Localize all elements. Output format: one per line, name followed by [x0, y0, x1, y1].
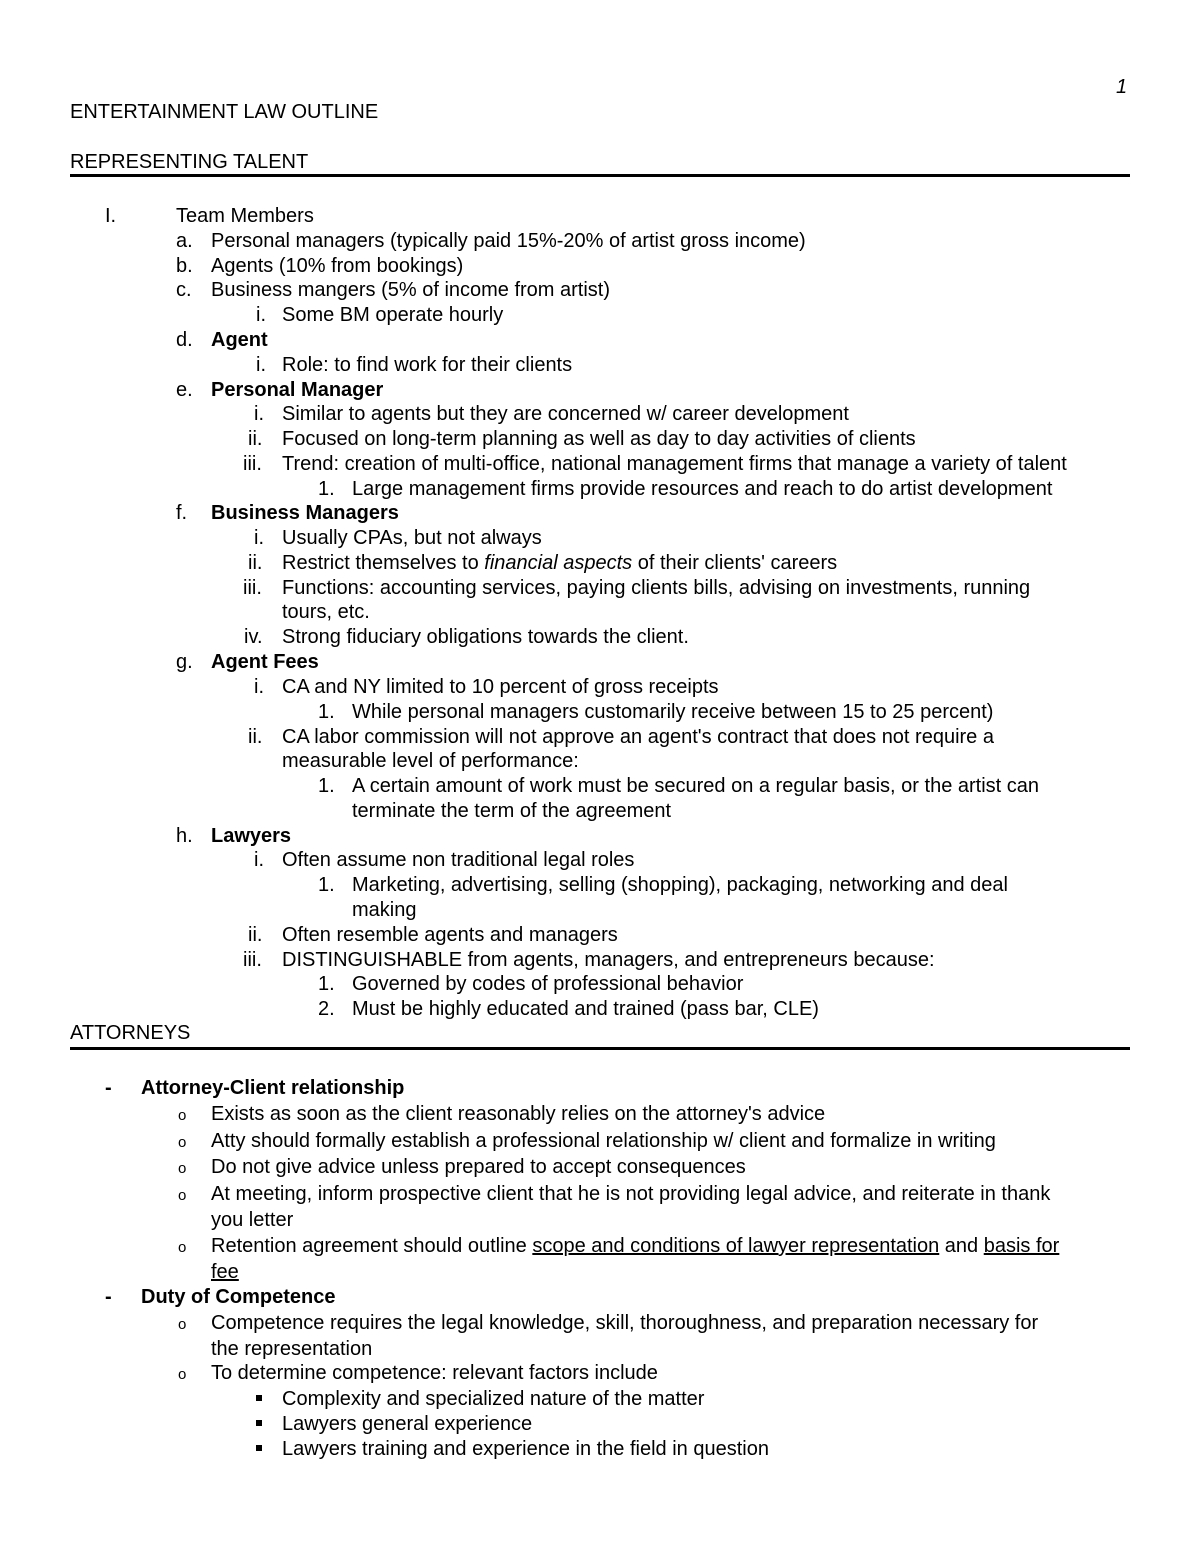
outline-marker: 1. — [318, 973, 335, 995]
sub-bullet-item: Lawyers general experience — [282, 1413, 533, 1435]
square-bullet-icon — [256, 1420, 262, 1426]
outline-marker: ii. — [248, 726, 263, 748]
outline-marker: i. — [254, 403, 264, 425]
sub-bullet-item: Lawyers training and experience in the field in question — [282, 1438, 769, 1460]
dash-bullet: - — [105, 1286, 112, 1308]
outline-item: Must be highly educated and trained (pass bar, CLE) — [352, 998, 819, 1020]
outline-heading-agent: Agent — [211, 329, 268, 351]
outline-marker: 1. — [318, 478, 335, 500]
outline-item-team-members: Team Members — [176, 205, 314, 227]
outline-marker: 2. — [318, 998, 335, 1020]
outline-marker: c. — [176, 279, 192, 301]
outline-marker: iii. — [243, 577, 262, 599]
outline-marker: I. — [105, 205, 117, 227]
o-bullet: o — [178, 1316, 187, 1333]
outline-item: Governed by codes of professional behavior — [352, 973, 744, 995]
outline-item: CA labor commission will not approve an agent's contract that does not require a — [282, 726, 994, 748]
bullet-item: At meeting, inform prospective client that he is not providing legal advice, and reiterate in thank — [211, 1183, 1051, 1205]
outline-item: Focused on long-term planning as well as day to day activities of clients — [282, 428, 916, 450]
section-heading-representing-talent: REPRESENTING TALENT — [70, 151, 309, 173]
outline-marker: i. — [254, 849, 264, 871]
bullet-item: Competence requires the legal knowledge, skill, thoroughness, and preparation necessary for — [211, 1312, 1039, 1334]
bullet-item: Do not give advice unless prepared to accept consequences — [211, 1156, 746, 1178]
document-title: ENTERTAINMENT LAW OUTLINE — [70, 101, 379, 123]
outline-item: Some BM operate hourly — [282, 304, 504, 326]
outline-marker: 1. — [318, 874, 335, 896]
outline-item: Personal managers (typically paid 15%-20% of artist gross income) — [211, 230, 806, 252]
outline-marker: ii. — [248, 428, 263, 450]
o-bullet: o — [178, 1134, 187, 1151]
outline-item-continuation: making — [352, 899, 417, 921]
outline-marker: i. — [254, 676, 264, 698]
outline-item-continuation: measurable level of performance: — [282, 750, 579, 772]
section-rule — [70, 174, 1130, 177]
outline-marker: ii. — [248, 924, 263, 946]
section-rule — [70, 1047, 1130, 1050]
outline-item: Usually CPAs, but not always — [282, 527, 542, 549]
outline-item: Strong fiduciary obligations towards the client. — [282, 626, 689, 648]
o-bullet: o — [178, 1160, 187, 1177]
outline-item-continuation: terminate the term of the agreement — [352, 800, 672, 822]
outline-item: Agents (10% from bookings) — [211, 255, 464, 277]
outline-marker: 1. — [318, 775, 335, 797]
outline-item: Functions: accounting services, paying clients bills, advising on investments, running — [282, 577, 1031, 599]
outline-item: CA and NY limited to 10 percent of gross receipts — [282, 676, 719, 698]
outline-item: Business mangers (5% of income from artist) — [211, 279, 611, 301]
outline-heading-agent-fees: Agent Fees — [211, 651, 319, 673]
outline-item-continuation: tours, etc. — [282, 601, 370, 623]
duty-of-competence-heading: Duty of Competence — [141, 1286, 336, 1308]
bullet-item-continuation: the representation — [211, 1338, 373, 1360]
outline-heading-personal-manager: Personal Manager — [211, 379, 384, 401]
bullet-item-continuation: you letter — [211, 1209, 294, 1231]
outline-marker: i. — [256, 304, 266, 326]
attorney-client-heading: Attorney-Client relationship — [141, 1077, 405, 1099]
outline-marker: h. — [176, 825, 193, 847]
outline-marker: iii. — [243, 453, 262, 475]
outline-item: Marketing, advertising, selling (shopping), packaging, networking and deal — [352, 874, 1008, 896]
outline-marker: g. — [176, 651, 193, 673]
outline-item: Large management firms provide resources and reach to do artist development — [352, 478, 1053, 500]
outline-marker: i. — [254, 527, 264, 549]
outline-heading-business-managers: Business Managers — [211, 502, 399, 524]
outline-marker: iv. — [244, 626, 263, 648]
sub-bullet-item: Complexity and specialized nature of the matter — [282, 1388, 705, 1410]
bullet-item-continuation: fee — [211, 1261, 239, 1283]
outline-item: Often assume non traditional legal roles — [282, 849, 635, 871]
o-bullet: o — [178, 1187, 187, 1204]
outline-item: Similar to agents but they are concerned w/ career development — [282, 403, 849, 425]
outline-marker: a. — [176, 230, 193, 252]
o-bullet: o — [178, 1107, 187, 1124]
bullet-item: To determine competence: relevant factors include — [211, 1362, 658, 1384]
outline-marker: f. — [176, 502, 188, 524]
outline-item: Trend: creation of multi-office, national management firms that manage a variety of talent — [282, 453, 1067, 475]
o-bullet: o — [178, 1366, 187, 1383]
outline-item: Restrict themselves to financial aspects of their clients' careers — [282, 552, 838, 574]
square-bullet-icon — [256, 1445, 262, 1451]
bullet-item: Atty should formally establish a professional relationship w/ client and formalize in writing — [211, 1130, 996, 1152]
outline-marker: ii. — [248, 552, 263, 574]
outline-item: Role: to find work for their clients — [282, 354, 573, 376]
outline-marker: i. — [256, 354, 266, 376]
o-bullet: o — [178, 1239, 187, 1256]
bullet-item: Retention agreement should outline scope and conditions of lawyer representation and basis for — [211, 1235, 1060, 1257]
outline-marker: 1. — [318, 701, 335, 723]
outline-item: A certain amount of work must be secured on a regular basis, or the artist can — [352, 775, 1040, 797]
section-heading-attorneys: ATTORNEYS — [70, 1022, 191, 1044]
dash-bullet: - — [105, 1077, 112, 1099]
outline-marker: d. — [176, 329, 193, 351]
outline-item: While personal managers customarily receive between 15 to 25 percent) — [352, 701, 994, 723]
outline-heading-lawyers: Lawyers — [211, 825, 292, 847]
bullet-item: Exists as soon as the client reasonably relies on the attorney's advice — [211, 1103, 826, 1125]
square-bullet-icon — [256, 1395, 262, 1401]
outline-marker: iii. — [243, 949, 262, 971]
outline-marker: b. — [176, 255, 193, 277]
outline-marker: e. — [176, 379, 193, 401]
outline-item: DISTINGUISHABLE from agents, managers, and entrepreneurs because: — [282, 949, 935, 971]
outline-item: Often resemble agents and managers — [282, 924, 618, 946]
page-number: 1 — [1116, 76, 1128, 98]
